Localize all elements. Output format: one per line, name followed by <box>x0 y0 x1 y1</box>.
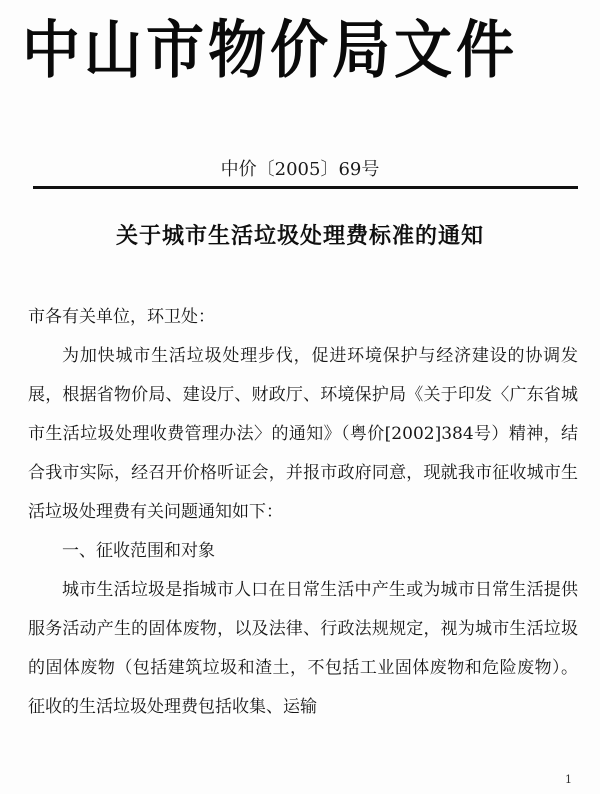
paragraph-intro: 为加快城市生活垃圾处理步伐，促进环境保护与经济建设的协调发展，根据省物价局、建设厅、财政厅、环境保护局《关于印发〈广东省城市生活垃圾处理收费管理办法〉的通知》（粤价[2002]384号）精神，结合我市实际，经召开价格听证会，并报市政府同意，现就我市征收城市生活垃圾处理费有关问题通知如下： <box>28 346 578 522</box>
section-heading-scope: 一、征收范围和对象 <box>62 541 215 561</box>
header-divider-line <box>33 186 578 189</box>
document-body <box>28 298 578 727</box>
document-number: 中价〔2005〕69号 <box>220 159 380 180</box>
page-number: 1 <box>565 773 572 786</box>
paragraph-scope: 城市生活垃圾是指城市人口在日常生活中产生或为城市日常生活提供服务活动产生的固体废物，以及法律、行政法规规定，视为城市生活垃圾的固体废物（包括建筑垃圾和渣土，不包括工业固体废物和危险废物）。征收的生活垃圾处理费包括收集、运输 <box>28 580 578 717</box>
salutation: 市各有关单位，环卫处： <box>28 307 215 327</box>
notice-title: 关于城市生活垃圾处理费标准的通知 <box>115 224 484 249</box>
document-header-title: 中山市物价局文件 <box>22 13 519 87</box>
